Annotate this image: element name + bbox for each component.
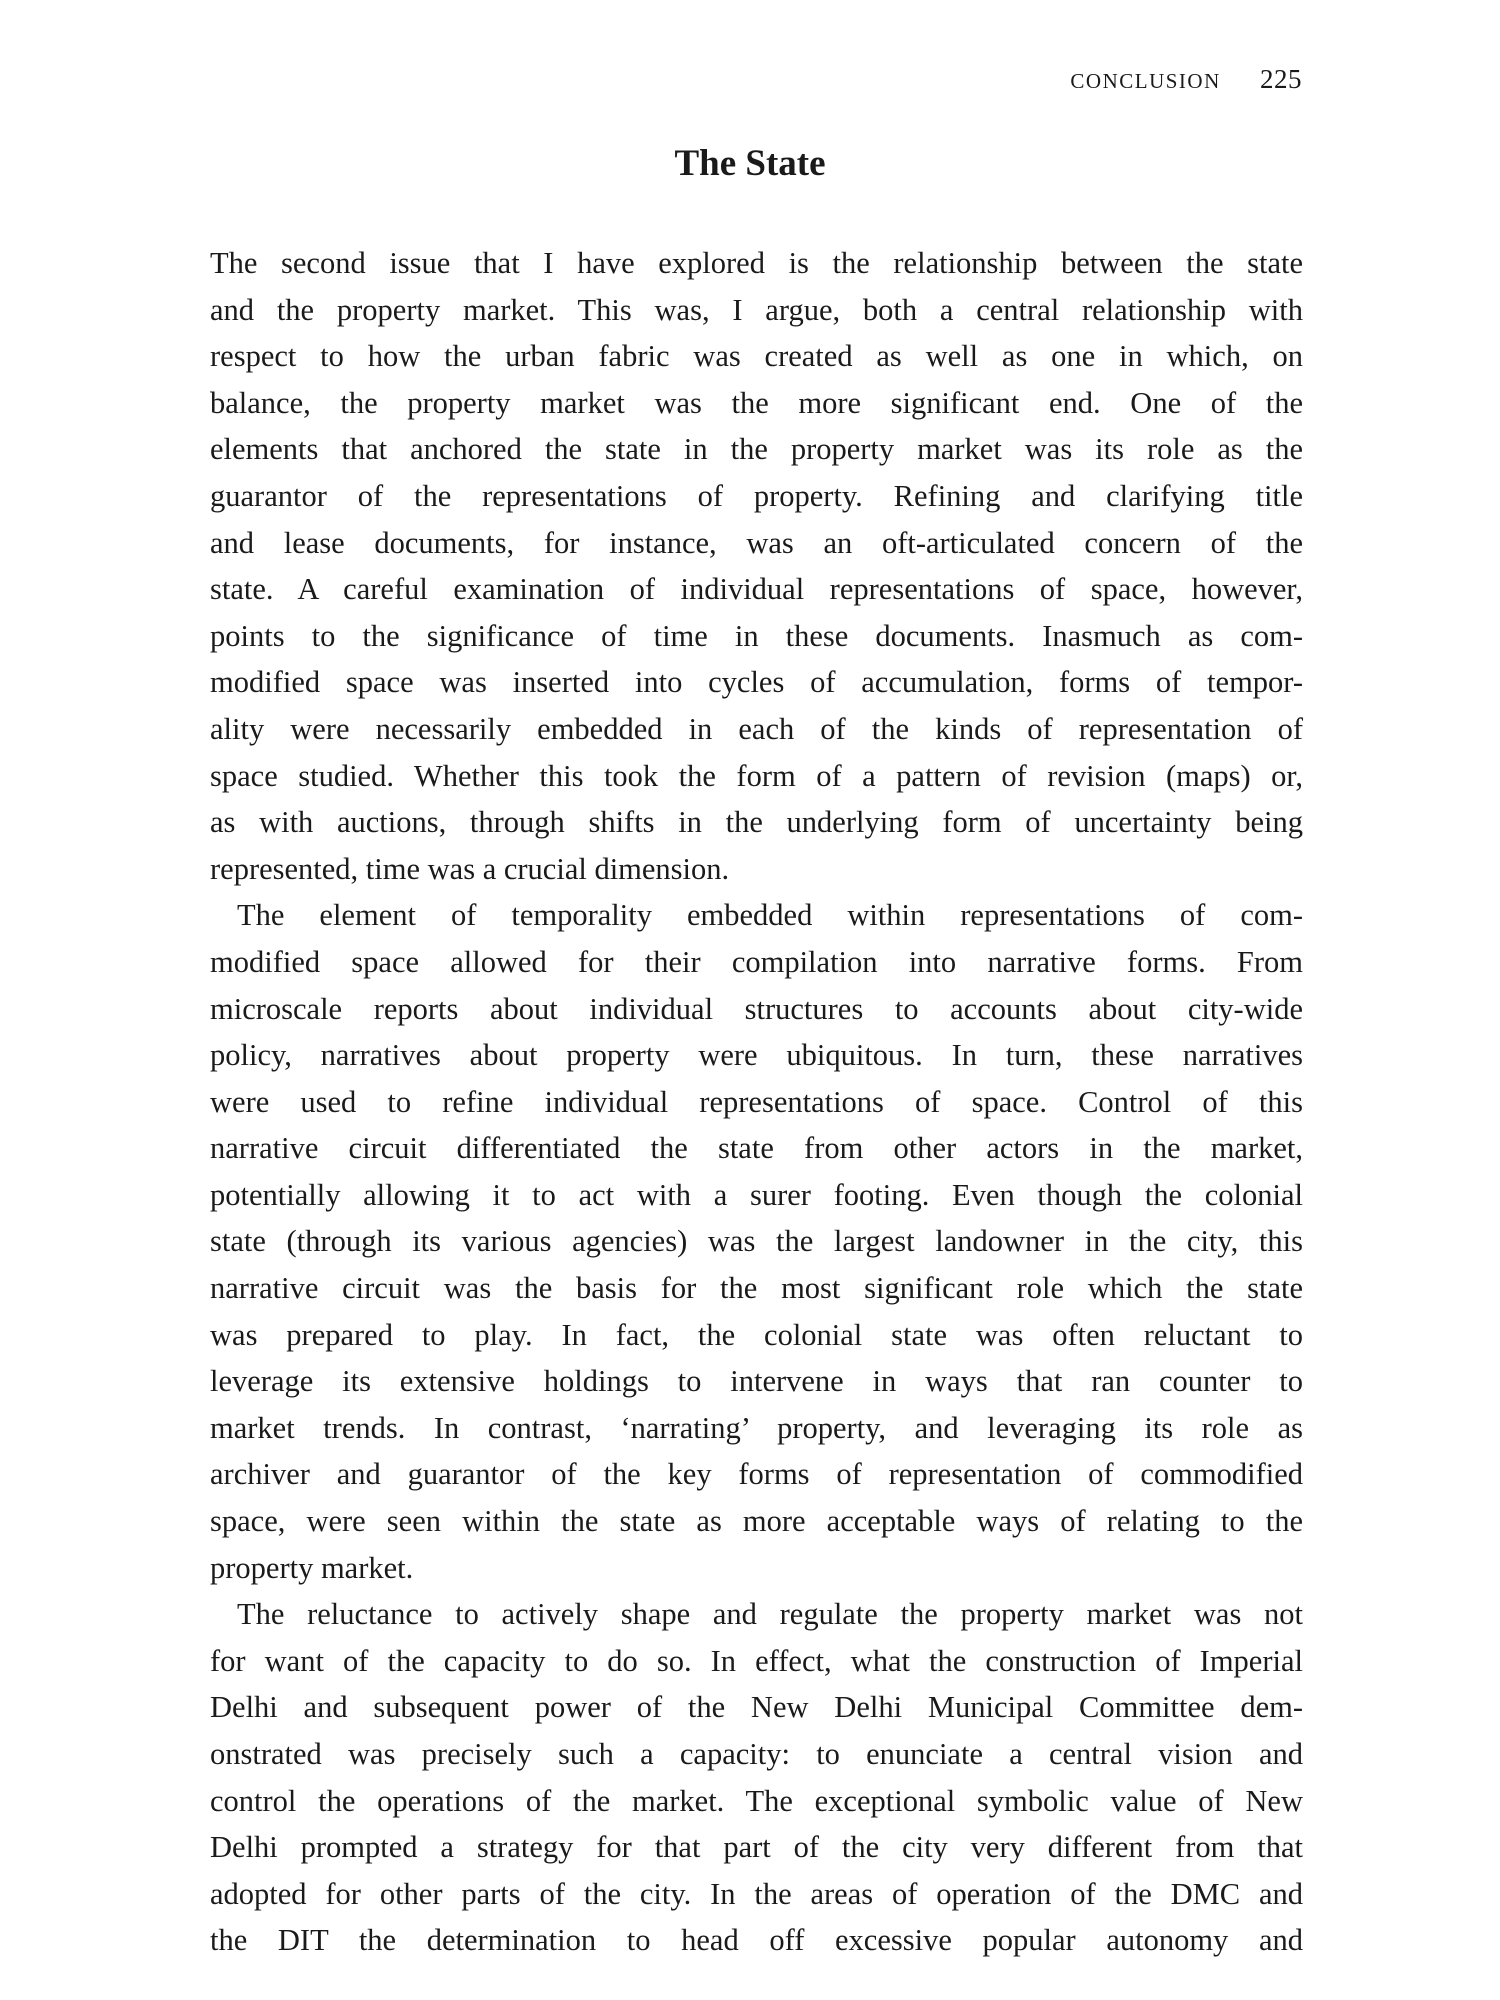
text-line: Delhi prompted a strategy for that part of the city very different from that <box>210 1830 1303 1865</box>
text-line: microscale reports about individual structures to accounts about city-wide <box>210 991 1303 1026</box>
text-line: control the operations of the market. The exceptional symbolic value of New <box>210 1783 1303 1818</box>
text-line: were used to refine individual representations of space. Control of this <box>210 1084 1303 1119</box>
text-line: elements that anchored the state in the property market was its role as the <box>210 432 1303 467</box>
text-line: adopted for other parts of the city. In the areas of operation of the DMC and <box>210 1876 1303 1911</box>
text-line: market trends. In contrast, ‘narrating’ property, and leveraging its role as <box>210 1410 1303 1445</box>
text-line: The element of temporality embedded within representations of com- <box>237 898 1303 933</box>
paragraph <box>210 1591 1303 1964</box>
text-line: points to the significance of time in these documents. Inasmuch as com- <box>210 618 1303 653</box>
section-title: The State <box>674 143 826 184</box>
text-line: onstrated was precisely such a capacity: to enunciate a central vision and <box>210 1737 1303 1771</box>
text-line: narrative circuit was the basis for the most significant role which the state <box>210 1271 1303 1306</box>
text-line: state. A careful examination of individual representations of space, however, <box>210 572 1303 607</box>
text-line: the DIT the determination to head off excessive popular autonomy and <box>210 1923 1303 1958</box>
running-head-section: conclusion <box>1070 62 1221 95</box>
text-line: and lease documents, for instance, was an oft-articulated concern of the <box>210 525 1303 560</box>
text-line: space studied. Whether this took the form of a pattern of revision (maps) or, <box>210 758 1303 793</box>
text-line: potentially allowing it to act with a surer footing. Even though the colonial <box>210 1177 1303 1212</box>
text-line: modified space allowed for their compilation into narrative forms. From <box>210 944 1303 979</box>
text-line: as with auctions, through shifts in the underlying form of uncertainty being <box>210 805 1303 840</box>
text-line: represented, time was a crucial dimension. <box>210 851 730 886</box>
paragraph <box>210 240 1303 892</box>
text-line: was prepared to play. In fact, the colonial state was often reluctant to <box>210 1317 1303 1352</box>
text-line: state (through its various agencies) was the largest landowner in the city, this <box>210 1224 1303 1259</box>
page-number: 225 <box>1260 64 1302 94</box>
text-line: ality were necessarily embedded in each of the kinds of representation of <box>210 711 1303 746</box>
text-line: archiver and guarantor of the key forms of representation of commodified <box>210 1457 1303 1492</box>
text-line: policy, narratives about property were ubiquitous. In turn, these narratives <box>210 1038 1303 1073</box>
text-line: narrative circuit differentiated the state from other actors in the market, <box>210 1131 1303 1166</box>
body-text <box>210 240 1303 1964</box>
paragraph <box>210 892 1303 1591</box>
text-line: modified space was inserted into cycles of accumulation, forms of tempor- <box>210 665 1303 700</box>
text-line: leverage its extensive holdings to intervene in ways that ran counter to <box>210 1364 1303 1399</box>
text-line: and the property market. This was, I argue, both a central relationship with <box>210 292 1303 327</box>
text-line: balance, the property market was the more significant end. One of the <box>210 385 1303 420</box>
text-line: guarantor of the representations of property. Refining and clarifying title <box>210 478 1303 513</box>
text-line: space, were seen within the state as more acceptable ways of relating to the <box>210 1504 1303 1539</box>
text-line: property market. <box>210 1550 414 1585</box>
text-line: for want of the capacity to do so. In effect, what the construction of Imperial <box>210 1643 1303 1678</box>
text-line: The second issue that I have explored is the relationship between the state <box>210 246 1303 280</box>
text-line: respect to how the urban fabric was created as well as one in which, on <box>210 339 1303 374</box>
running-head <box>1070 62 1302 96</box>
text-line: Delhi and subsequent power of the New Delhi Municipal Committee dem- <box>210 1690 1303 1725</box>
text-line: The reluctance to actively shape and regulate the property market was not <box>237 1597 1303 1632</box>
